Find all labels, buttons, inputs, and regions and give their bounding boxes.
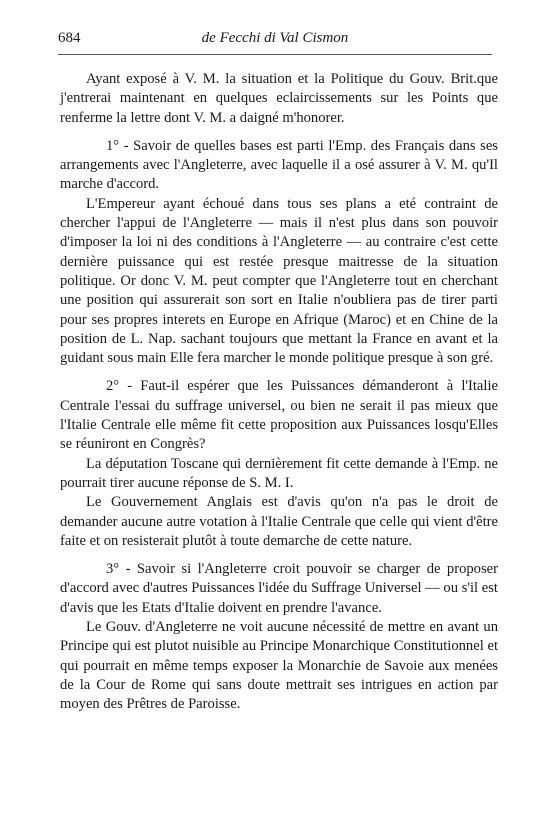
body-text xyxy=(60,70,498,715)
header-rule xyxy=(58,54,492,55)
page-number: 684 xyxy=(58,30,81,46)
page-header xyxy=(58,30,492,52)
paragraph-point-3: 3° - Savoir si l'Angleterre croit pouvoir se charger de proposer d'accord avec d'autres Puissances l'idée du Suffrage Universel — ou s'il est d'avis que les Etats d'Italie doivent en prendre l'avance. xyxy=(60,561,498,616)
paragraph-intro: Ayant exposé à V. M. la situation et la Politique du Gouv. Brit.que j'entrerai maintenant en quelques eclaircissements sur les Points que renferme la lettre dont V. M. a daigné m'honorer. xyxy=(60,71,498,126)
paragraph-point-2-answer-b: Le Gouvernement Anglais est d'avis qu'on n'a pas le droit de demander aucune autre votation à l'Italie Centrale que celle qui vient d'être faite et on resisterait plutôt à toute demarche de cette nature. xyxy=(60,494,498,549)
running-head: de Fecchi di Val Cismon xyxy=(201,30,349,46)
paragraph-point-2-answer-a: La députation Toscane qui dernièrement fit cette demande à l'Emp. ne pourrait tirer aucune réponse de S. M. I. xyxy=(60,455,498,491)
paragraph-point-3-answer: Le Gouv. d'Angleterre ne voit aucune nécessité de mettre en avant un Principe qui est plutot nuisible au Principe Monarchique Constitutionnel et qui pourrait en même temps exposer la Monarchie de Savoie aux menées de la Cour de Rome qui sans doute mettrait ses intrigues en action par moyen des Prêtres de Paroisse. xyxy=(60,619,498,713)
paragraph-point-2: 2° - Faut-il espérer que les Puissances démanderont à l'Italie Centrale l'essai du suffrage universel, ou bien ne serait il pas mieux que l'Italie Centrale elle même fit cette proposition aux Puissances losqu'Elles se réuniront en Congrès? xyxy=(60,378,498,453)
paragraph-point-1: 1° - Savoir de quelles bases est parti l'Emp. des Français dans ses arrangements avec l'Angleterre, avec laquelle il a osé assurer à V. M. qu'Il marche d'accord. xyxy=(60,137,498,193)
paragraph-point-1-answer: L'Empereur ayant échoué dans tous ses plans a eté contraint de chercher l'appui de l'Angleterre — mais il n'est plus dans son pouvoir d'imposer la loi ni des conditions à l'Angleterre — au contraire c'est cette dernière puissance qui est restée presque maitresse de la situation politique. Or donc V. M. peut compter que l'Angleterre tout en cherchant une position qui assurerait son sort en Italie n'oubliera pas de tirer parti pour ses propres interets en Europe en Afrique (Maroc) et en Chine de la position de L. Nap. sachant toujours que mettant la France en avant et la guidant sous main Elle fera marcher le monde politique presque à son gré. xyxy=(60,195,498,367)
